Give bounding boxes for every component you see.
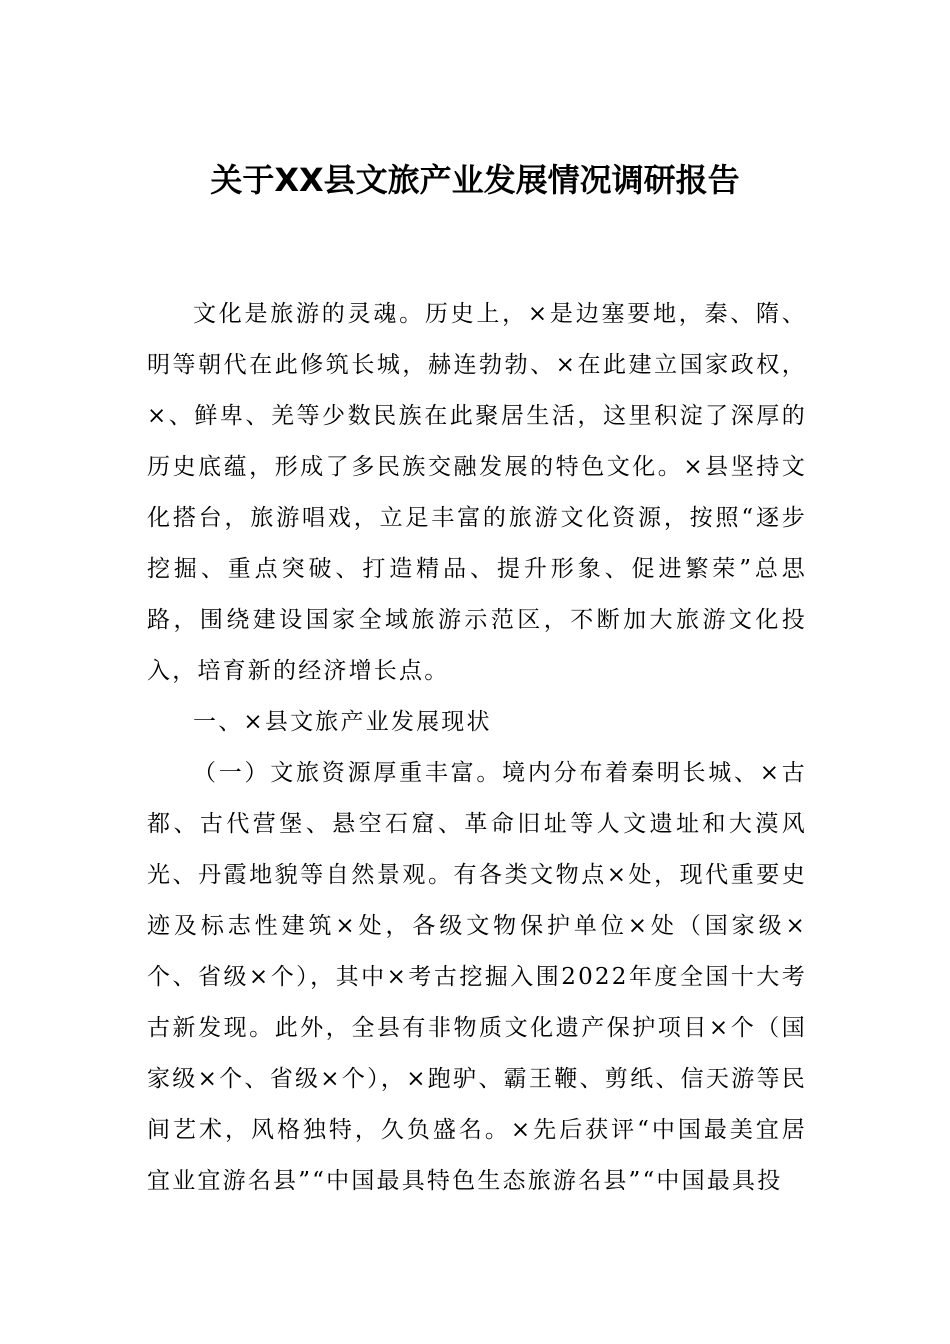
section-heading: 一、×县文旅产业发展现状: [193, 709, 492, 735]
paragraph-intro: 文化是旅游的灵魂。历史上，×是边塞要地，秦、隋、明等朝代在此修筑长城，赫连勃勃、×在此建立国家政权，×、鲜卑、羌等少数民族在此聚居生活，这里积淀了深厚的历史底蕴，形成了多民族交融发展的特色文化。×县坚持文化搭台，旅游唱戏，立足丰富的旅游文化资源，按照“逐步挖掘、重点突破、打造精品、提升形象、促进繁荣”总思路，围绕建设国家全域旅游示范区，不断加大旅游文化投入，培育新的经济增长点。: [147, 301, 807, 684]
paragraph-resources: （一）文旅资源厚重丰富。境内分布着秦明长城、×古都、古代营堡、悬空石窟、革命旧址等人文遗址和大漠风光、丹霞地貌等自然景观。有各类文物点×处，现代重要史迹及标志性建筑×处，各级文物保护单位×处（国家级×个、省级×个），其中×考古挖掘入围2022年度全国十大考古新发现。此外，全县有非物质文化遗产保护项目×个（国家级×个、省级×个），×跑驴、霸王鞭、剪纸、信天游等民间艺术，风格独特，久负盛名。×先后获评“中国最美宜居宜业宜游名县”“中国最具特色生态旅游名县”“中国最具投: [147, 760, 807, 1194]
document-body: [147, 289, 807, 1207]
document-title: 关于XX县文旅产业发展情况调研报告: [210, 161, 740, 199]
